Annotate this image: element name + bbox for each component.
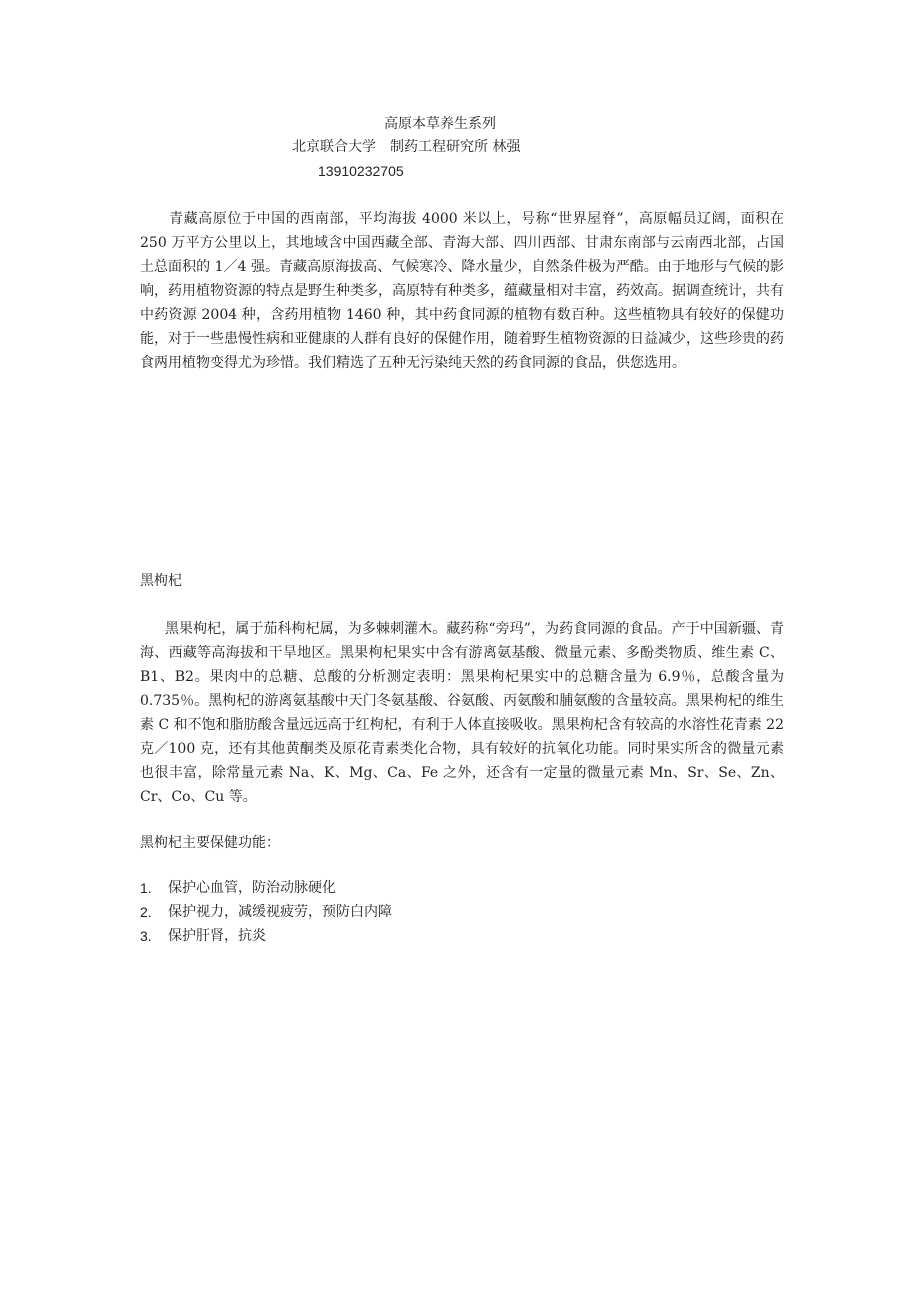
section-title: 黑枸杞 — [140, 573, 182, 589]
list-text: 保护肝肾，抗炎 — [168, 928, 266, 944]
series-title: 高原本草养生系列 — [384, 116, 496, 132]
phone-number: 13910232705 — [318, 163, 404, 179]
author-line: 北京联合大学 制药工程研究所 林强 — [292, 139, 521, 155]
list-number: 1. — [140, 880, 152, 896]
list-text: 保护心血管，防治动脉硬化 — [168, 880, 336, 896]
list-item — [140, 924, 392, 948]
functions-title: 黑枸杞主要保健功能： — [140, 835, 280, 851]
functions-list — [140, 876, 392, 948]
list-text: 保护视力，减缓视疲劳，预防白内障 — [168, 904, 392, 920]
list-number: 3. — [140, 928, 152, 944]
section-paragraph: 黑果枸杞，属于茄科枸杞属，为多棘刺灌木。藏药称“旁玛”，为药食同源的食品。产于中国新疆、青海、西藏等高海拔和干旱地区。黑果枸杞果实中含有游离氨基酸、微量元素、多酚类物质、维生素 C、B1、B2。果肉中的总糖、总酸的分析测定表明：黑果枸杞果实中的总糖含量为 6.9％，总酸含量为 0.735％。黑枸杞的游离氨基酸中天门冬氨基酸、谷氨酸、丙氨酸和脯氨酸的含量较高。黑果枸杞的维生素 C 和不饱和脂肪酸含量远远高于红枸杞，有利于人体直接吸收。黑果枸杞含有较高的水溶性花青素 22 克／100 克，还有其他黄酮类及原花青素类化合物，具有较好的抗氧化功能。同时果实所含的微量元素也很丰富，除常量元素 Na、K、Mg、Ca、Fe 之外，还含有一定量的微量元素 Mn、Sr、Se、Zn、Cr、Co、Cu 等。 — [140, 621, 784, 805]
list-item — [140, 900, 392, 924]
intro-paragraph: 青藏高原位于中国的西南部，平均海拔 4000 米以上，号称“世界屋脊”，高原幅员辽阔，面积在 250 万平方公里以上，其地域含中国西藏全部、青海大部、四川西部、甘肃东南部与云南西北部，占国土总面积的 1／4 强。青藏高原海拔高、气候寒冷、降水量少，自然条件极为严酷。由于地形与气候的影响，药用植物资源的特点是野生种类多，高原特有种类多，蕴藏量相对丰富，药效高。据调查统计，共有中药资源 2004 种，含药用植物 1460 种，其中药食同源的植物有数百种。这些植物具有较好的保健功能，对于一些患慢性病和亚健康的人群有良好的保健作用，随着野生植物资源的日益减少，这些珍贵的药食两用植物变得尤为珍惜。我们精选了五种无污染纯天然的药食同源的食品，供您选用。 — [140, 211, 784, 371]
list-item — [140, 876, 392, 900]
list-number: 2. — [140, 904, 152, 920]
